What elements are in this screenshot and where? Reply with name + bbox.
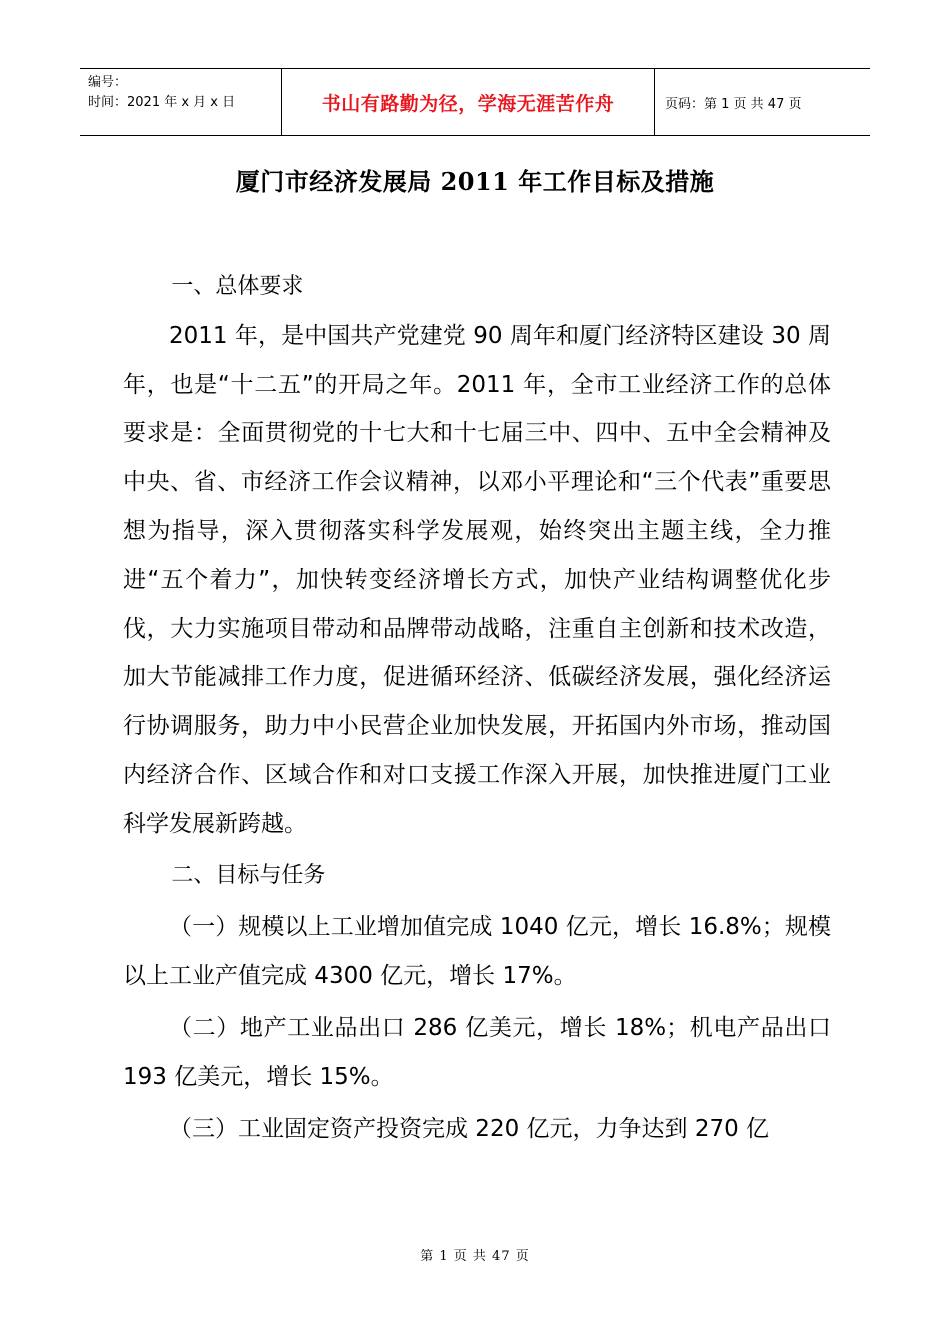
header-motto: 书山有路勤为径，学海无涯苦作舟	[282, 69, 655, 135]
paragraph-goal-3: （三）工业固定资产投资完成 220 亿元，力争达到 270 亿	[169, 1115, 770, 1142]
document-title: 厦门市经济发展局 2011 年工作目标及措施	[235, 167, 715, 196]
section-heading-general-requirements: 一、总体要求	[171, 274, 304, 299]
paragraph-goal-2: （二）地产工业品出口 286 亿美元，增长 18%；机电产品出口 193 亿美元，增长 15%。	[123, 1014, 831, 1090]
header-meta	[80, 69, 282, 135]
document-number-label: 编号：	[88, 75, 128, 90]
document-body	[123, 263, 831, 1153]
paragraph-goal-1: （一）规模以上工业增加值完成 1040 亿元，增长 16.8%；规模以上工业产值完成 4300 亿元，增长 17%。	[123, 914, 831, 990]
page-header	[80, 68, 870, 136]
header-page-info: 页码：第 1 页 共 47 页	[665, 96, 802, 112]
paragraph-general-requirements: 2011 年，是中国共产党建党 90 周年和厦门经济特区建设 30 周年，也是“十二五”的开局之年。2011 年，全市工业经济工作的总体要求是：全面贯彻党的十七大和十七届三中、四中、五中全会精神及中央、省、市经济工作会议精神，以邓小平理论和“三个代表”重要思想为指导，深入贯彻落实科学发展观，始终突出主题主线，全力推进“五个着力”，加快转变经济增长方式，加快产业结构调整优化步伐，大力实施项目带动和品牌带动战略，注重自主创新和技术改造，加大节能减排工作力度，促进循环经济、低碳经济发展，强化经济运行协调服务，助力中小民营企业加快发展，开拓国内外市场，推动国内经济合作、区域合作和对口支援工作深入开展，加快推进厦门工业科学发展新跨越。	[123, 322, 831, 837]
document-time-label: 时间：2021 年 x 月 x 日	[88, 95, 236, 110]
page-footer: 第 1 页 共 47 页	[420, 1249, 530, 1264]
section-heading-goals-tasks: 二、目标与任务	[171, 862, 326, 888]
